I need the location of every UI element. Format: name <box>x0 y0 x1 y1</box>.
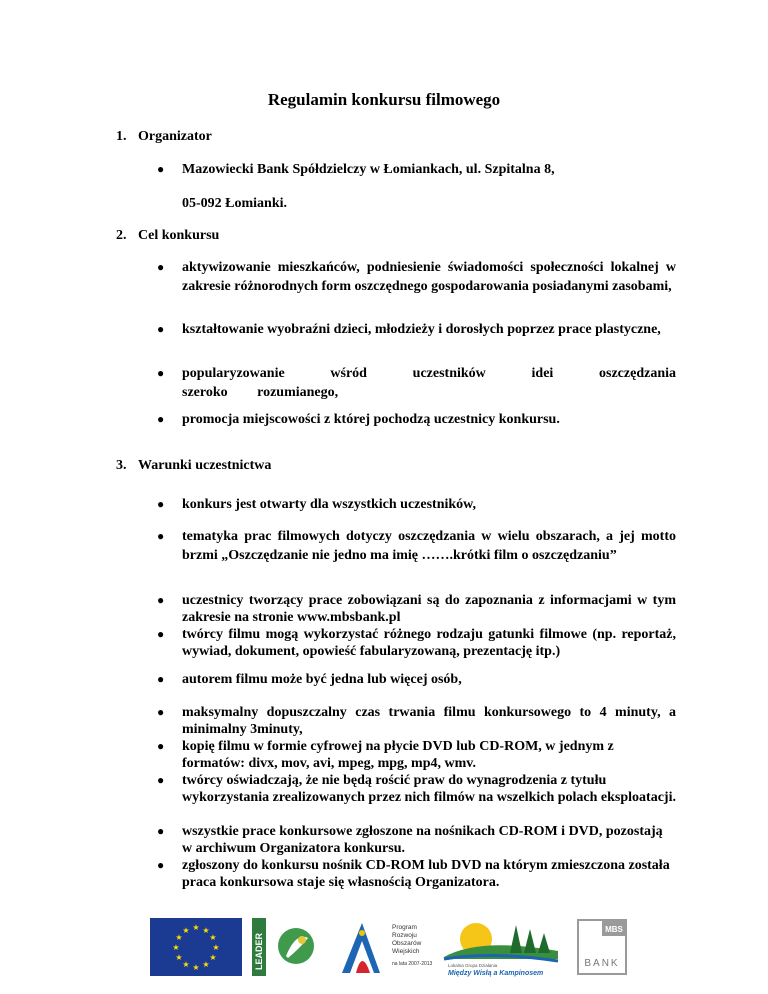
svg-text:★: ★ <box>172 943 180 952</box>
list-item: ● maksymalny dopuszczalny czas trwania filmu konkursowego to 4 minuty, a minimalny 3minuty, <box>157 705 676 737</box>
list-item: ● zgłoszony do konkursu nośnik CD-ROM lub DVD na którym zmieszczona została praca konkursowa staje się własnością Organizatora. <box>157 858 670 890</box>
section-heading-organizator: 1. Organizator <box>116 129 212 144</box>
svg-text:★: ★ <box>202 960 210 969</box>
svg-text:★: ★ <box>192 963 200 972</box>
sponsor-logos <box>0 915 768 985</box>
svg-text:na lata 2007-2013: na lata 2007-2013 <box>392 961 432 967</box>
list-item: ● promocja miejscowości z której pochodzą uczestnicy konkursu. <box>157 412 560 427</box>
svg-text:★: ★ <box>212 943 220 952</box>
svg-text:Obszarów: Obszarów <box>392 940 422 947</box>
address-postal: 05-092 Łomianki. <box>182 196 288 211</box>
svg-text:MBS: MBS <box>605 925 623 934</box>
svg-text:★: ★ <box>192 923 200 932</box>
section-heading-warunki: 3. Warunki uczestnictwa <box>116 458 272 473</box>
svg-text:★: ★ <box>182 960 190 969</box>
list-item: ● wszystkie prace konkursowe zgłoszone na nośnikach CD-ROM i DVD, pozostają w archiwum Organizatora konkursu. <box>157 824 663 856</box>
svg-text:★: ★ <box>202 926 210 935</box>
list-item: ● tematyka prac filmowych dotyczy oszczędzania w wielu obszarach, a jej motto brzmi „Oszczędzanie nie jedno ma imię …….krótki film o oszczędzaniu” <box>157 529 676 563</box>
leader-logo <box>252 918 324 976</box>
list-item: ● kształtowanie wyobraźni dzieci, młodzieży i dorosłych poprzez prace plastyczne, <box>157 322 661 337</box>
list-item: ● popularyzowanie wśród uczestników idei oszczędzania szeroko rozumianego, <box>157 366 676 400</box>
prow-logo <box>336 915 432 979</box>
svg-text:Wiejskich: Wiejskich <box>392 948 420 955</box>
list-item: ● autorem filmu może być jedna lub więcej osób, <box>157 672 462 687</box>
svg-text:★: ★ <box>175 953 183 962</box>
svg-text:★: ★ <box>182 926 190 935</box>
svg-text:★: ★ <box>209 953 217 962</box>
list-item: ● twórcy oświadczają, że nie będą rościć praw do wynagrodzenia z tytułu wykorzystania zrealizowanych przez nich filmów na wszelkich polach eksploatacji. <box>157 773 676 805</box>
svg-text:Rozwoju: Rozwoju <box>392 932 417 939</box>
list-item: ● twórcy filmu mogą wykorzystać różnego rodzaju gatunki filmowe (np. reportaż, wywiad, dokument, opowieść fabularyzowaną, prezentację itp.) <box>157 627 676 659</box>
eu-flag-icon <box>150 918 242 976</box>
list-item: ● uczestnicy tworzący prace zobowiązani są do zapoznania z informacjami w tym zakresie na stronie www.mbsbank.pl <box>157 593 676 625</box>
svg-text:BANK: BANK <box>584 958 620 969</box>
mbs-bank-logo <box>576 918 628 976</box>
list-item: ● konkurs jest otwarty dla wszystkich uczestników, <box>157 497 477 512</box>
svg-text:LEADER: LEADER <box>254 932 264 970</box>
list-item: ● kopię filmu w formie cyfrowej na płycie DVD lub CD-ROM, w jednym z formatów: divx, mov, avi, mpeg, mpg, mp4, wmv. <box>157 739 614 771</box>
svg-text:★: ★ <box>209 933 217 942</box>
svg-text:Lokalna Grupa Działania: Lokalna Grupa Działania <box>448 963 498 968</box>
list-item: ● aktywizowanie mieszkańców, podniesienie świadomości społeczności lokalnej w zakresie różnorodnych form oszczędnego gospodarowania posiadanymi zasobami, <box>157 260 676 294</box>
lgd-logo <box>440 915 564 979</box>
section-heading-cel: 2. Cel konkursu <box>116 228 220 243</box>
svg-text:Między Wisłą a Kampinosem: Między Wisłą a Kampinosem <box>448 970 544 977</box>
svg-text:Program: Program <box>392 924 417 931</box>
svg-text:★: ★ <box>175 933 183 942</box>
list-item: ● Mazowiecki Bank Spółdzielczy w Łomiankach, ul. Szpitalna 8, <box>157 162 555 177</box>
page-title: Regulamin konkursu filmowego <box>267 90 501 109</box>
